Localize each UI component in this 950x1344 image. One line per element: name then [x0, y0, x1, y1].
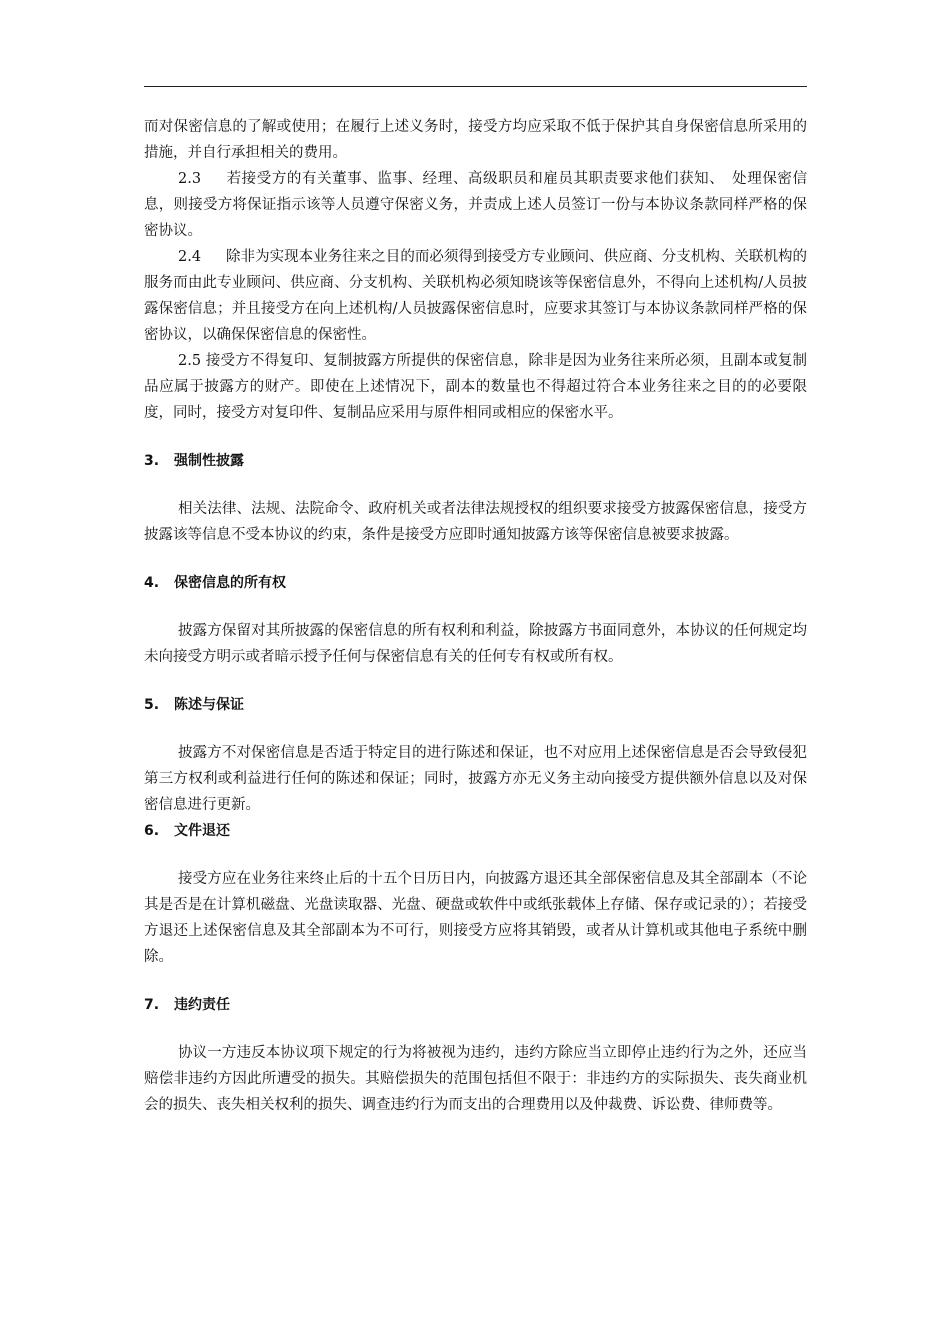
- clause-2-3: [144, 166, 807, 244]
- clause-number: 2.3: [178, 171, 202, 187]
- section-title: 违约责任: [174, 997, 230, 1013]
- clause-2-5: 2.5 接受方不得复印、复制披露方所提供的保密信息，除非是因为业务往来所必须，且副本或复制品应属于披露方的财产。即使在上述情况下，副本的数量也不得超过符合本业务往来之目的的必要限度，同时，接受方对复印件、复制品应采用与原件相同或相应的保密水平。: [144, 353, 807, 421]
- section-title: 强制性披露: [174, 453, 244, 469]
- section-title: 保密信息的所有权: [174, 575, 286, 591]
- section-paragraph-4: 披露方保留对其所披露的保密信息的所有权利和利益，除披露方书面同意外，本协议的任何规定均未向接受方明示或者暗示授予任何与保密信息有关的任何专有权或所有权。: [144, 623, 807, 665]
- clause-text: 若接受方的有关董事、监事、经理、高级职员和雇员其职责要求他们获知、 处理保密信息，则接受方将保证指示该等人员遵守保密义务，并责成上述人员签订一份与本协议条款同样严格的保密协议。: [144, 171, 807, 239]
- section-number: 4.: [144, 575, 160, 591]
- section-number: 6.: [144, 823, 160, 839]
- clause-text: 除非为实现本业务往来之目的而必须得到接受方专业顾问、供应商、分支机构、关联机构的服务而由此专业顾问、供应商、分支机构、关联机构必须知晓该等保密信息外，不得向上述机构/人员披露保密信息；并且接受方在向上述机构/人员披露保密信息时，应要求其签订与本协议条款同样严格的保密协议，以确保保密信息的保密性。: [144, 249, 807, 343]
- section-heading-7: [144, 992, 807, 1018]
- section-title: 陈述与保证: [174, 697, 244, 713]
- section-number: 3.: [144, 453, 160, 469]
- section-heading-4: [144, 570, 807, 596]
- clause-2-4: [144, 244, 807, 348]
- section-number: 7.: [144, 997, 160, 1013]
- section-paragraph-6: 接受方应在业务往来终止后的十五个日历日内，向披露方退还其全部保密信息及其全部副本（不论其是否是在计算机磁盘、光盘读取器、光盘、硬盘或软件中或纸张载体上存储、保存或记录的）；若接受方退还上述保密信息及其全部副本为不可行，则接受方应将其销毁，或者从计算机或其他电子系统中删除。: [144, 871, 807, 965]
- paragraph-continuation: 而对保密信息的了解或使用；在履行上述义务时，接受方均应采取不低于保护其自身保密信息所采用的措施，并自行承担相关的费用。: [144, 119, 807, 161]
- section-paragraph-3: 相关法律、法规、法院命令、政府机关或者法律法规授权的组织要求接受方披露保密信息，接受方披露该等信息不受本协议的约束，条件是接受方应即时通知披露方该等保密信息被要求披露。: [144, 501, 807, 543]
- section-title: 文件退还: [174, 823, 230, 839]
- section-number: 5.: [144, 697, 160, 713]
- section-heading-6: [144, 818, 807, 844]
- document-body: [144, 114, 807, 1118]
- section-heading-5: [144, 692, 807, 718]
- section-paragraph-7: 协议一方违反本协议项下规定的行为将被视为违约，违约方除应当立即停止违约行为之外，还应当赔偿非违约方因此所遭受的损失。其赔偿损失的范围包括但不限于：非违约方的实际损失、丧失商业机会的损失、丧失相关权利的损失、调查违约行为而支出的合理费用以及仲裁费、诉讼费、律师费等。: [144, 1045, 807, 1113]
- section-paragraph-5: 披露方不对保密信息是否适于特定目的进行陈述和保证，也不对应用上述保密信息是否会导致侵犯第三方权利或利益进行任何的陈述和保证；同时，披露方亦无义务主动向接受方提供额外信息以及对保密信息进行更新。: [144, 745, 807, 813]
- header-rule: [144, 86, 807, 87]
- clause-number: 2.4: [178, 249, 202, 265]
- section-heading-3: [144, 448, 807, 474]
